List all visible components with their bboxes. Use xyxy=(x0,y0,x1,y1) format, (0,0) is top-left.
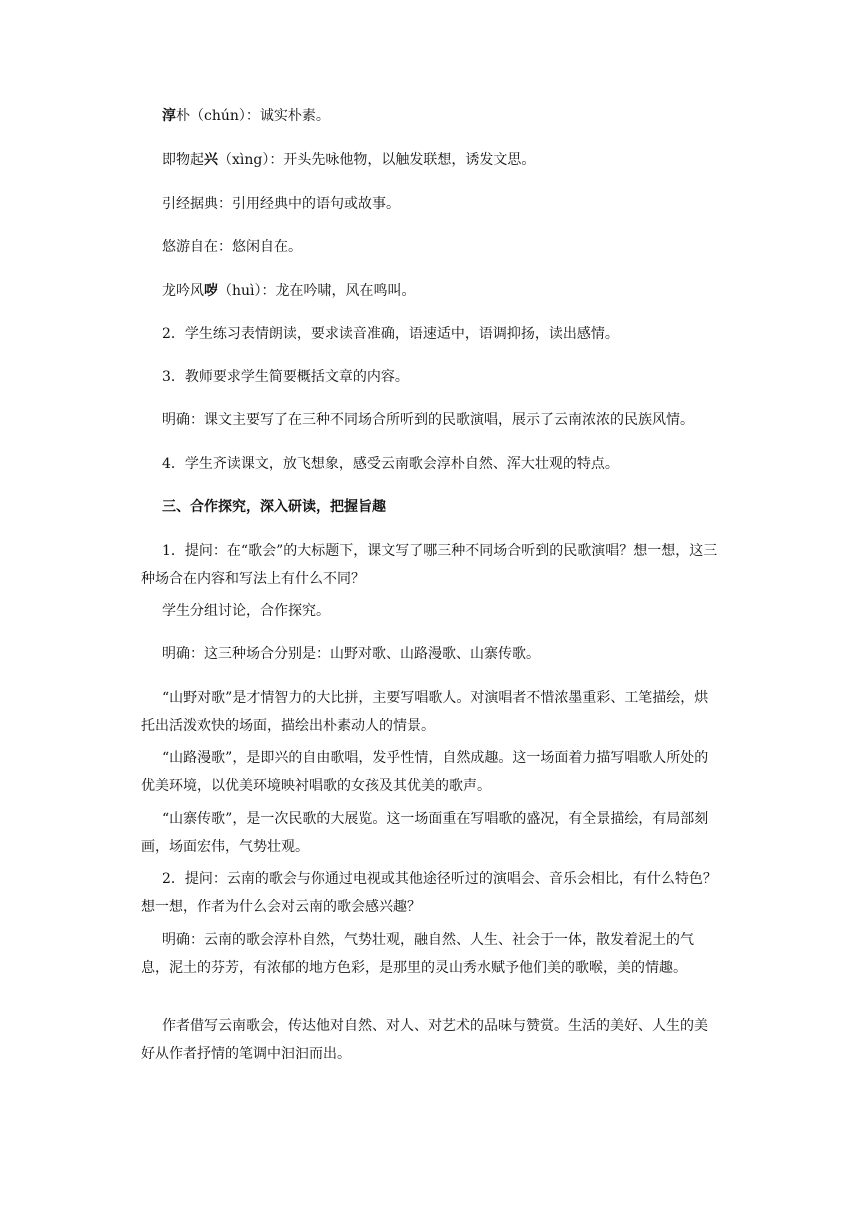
scene-shanlu: “山路漫歌”，是即兴的自由歌唱，发乎性情，自然成趣。这一场面着力描写唱歌人所处的优美环境，以优美环境映衬唱歌的女孩及其优美的歌声。 xyxy=(141,750,709,794)
section-heading: 三、合作探究，深入研读，把握旨趣 xyxy=(162,499,386,515)
vocab-youyouzizai: 悠游自在：悠闲自在。 xyxy=(162,239,302,255)
answer-features: 明确：云南的歌会淳朴自然，气势壮观，融自然、人生、社会于一体，散发着泥土的气息，泥土的芬芳，有浓郁的地方色彩，是那里的灵山秀水赋予他们美的歌喉，美的情趣。 xyxy=(141,932,694,976)
step-2: 2．学生练习表情朗读，要求读音准确，语速适中，语调抑扬，读出感情。 xyxy=(162,326,619,342)
step-4: 4．学生齐读课文，放飞想象，感受云南歌会淳朴自然、浑大壮观的特点。 xyxy=(162,456,619,472)
text: 朴（chún）：诚实朴素。 xyxy=(176,108,330,124)
group-discussion: 学生分组讨论，合作探究。 xyxy=(162,603,330,619)
text: 龙吟风 xyxy=(162,283,204,299)
answer-summary: 明确：课文主要写了在三种不同场合所听到的民歌演唱，展示了云南浓浓的民族风情。 xyxy=(162,412,694,428)
vocab-jiwuqixing xyxy=(141,146,721,174)
answer-three-scenes: 明确：这三种场合分别是：山野对歌、山路漫歌、山寨传歌。 xyxy=(162,646,540,662)
step-3: 3．教师要求学生简要概括文章的内容。 xyxy=(162,369,409,385)
scene-shanzhai: “山寨传歌”，是一次民歌的大展览。这一场面重在写唱歌的盛况，有全景描绘，有局部刻画，场面宏伟，气势壮观。 xyxy=(141,811,709,855)
text: （huì）：龙在吟啸，风在鸣叫。 xyxy=(218,283,416,299)
text: （xìng）：开头先咏他物，以触发联想，诱发文思。 xyxy=(218,152,536,168)
vocab-chunpu xyxy=(141,102,721,130)
bold-char: 淳 xyxy=(162,108,176,124)
bold-char: 哕 xyxy=(204,283,218,299)
scene-shanye: “山野对歌”是才情智力的大比拼，主要写唱歌人。对演唱者不惜浓墨重彩、工笔描绘，烘托出活泼欢快的场面，描绘出朴素动人的情景。 xyxy=(141,690,709,734)
question-1: 1．提问：在“歌会”的大标题下，课文写了哪三种不同场合听到的民歌演唱？想一想，这三种场合在内容和写法上有什么不同？ xyxy=(141,543,718,587)
answer-author-intent: 作者借写云南歌会，传达他对自然、对人、对艺术的品味与赞赏。生活的美好、人生的美好从作者抒情的笔调中汩汩而出。 xyxy=(141,1018,708,1062)
question-2: 2．提问：云南的歌会与你通过电视或其他途径听过的演唱会、音乐会相比，有什么特色？想一想，作者为什么会对云南的歌会感兴趣？ xyxy=(141,871,717,915)
text: 即物起 xyxy=(162,152,204,168)
bold-char: 兴 xyxy=(204,152,218,168)
vocab-longyinfenghui xyxy=(141,277,721,305)
vocab-yinjingjudian: 引经据典：引用经典中的语句或故事。 xyxy=(162,196,400,212)
